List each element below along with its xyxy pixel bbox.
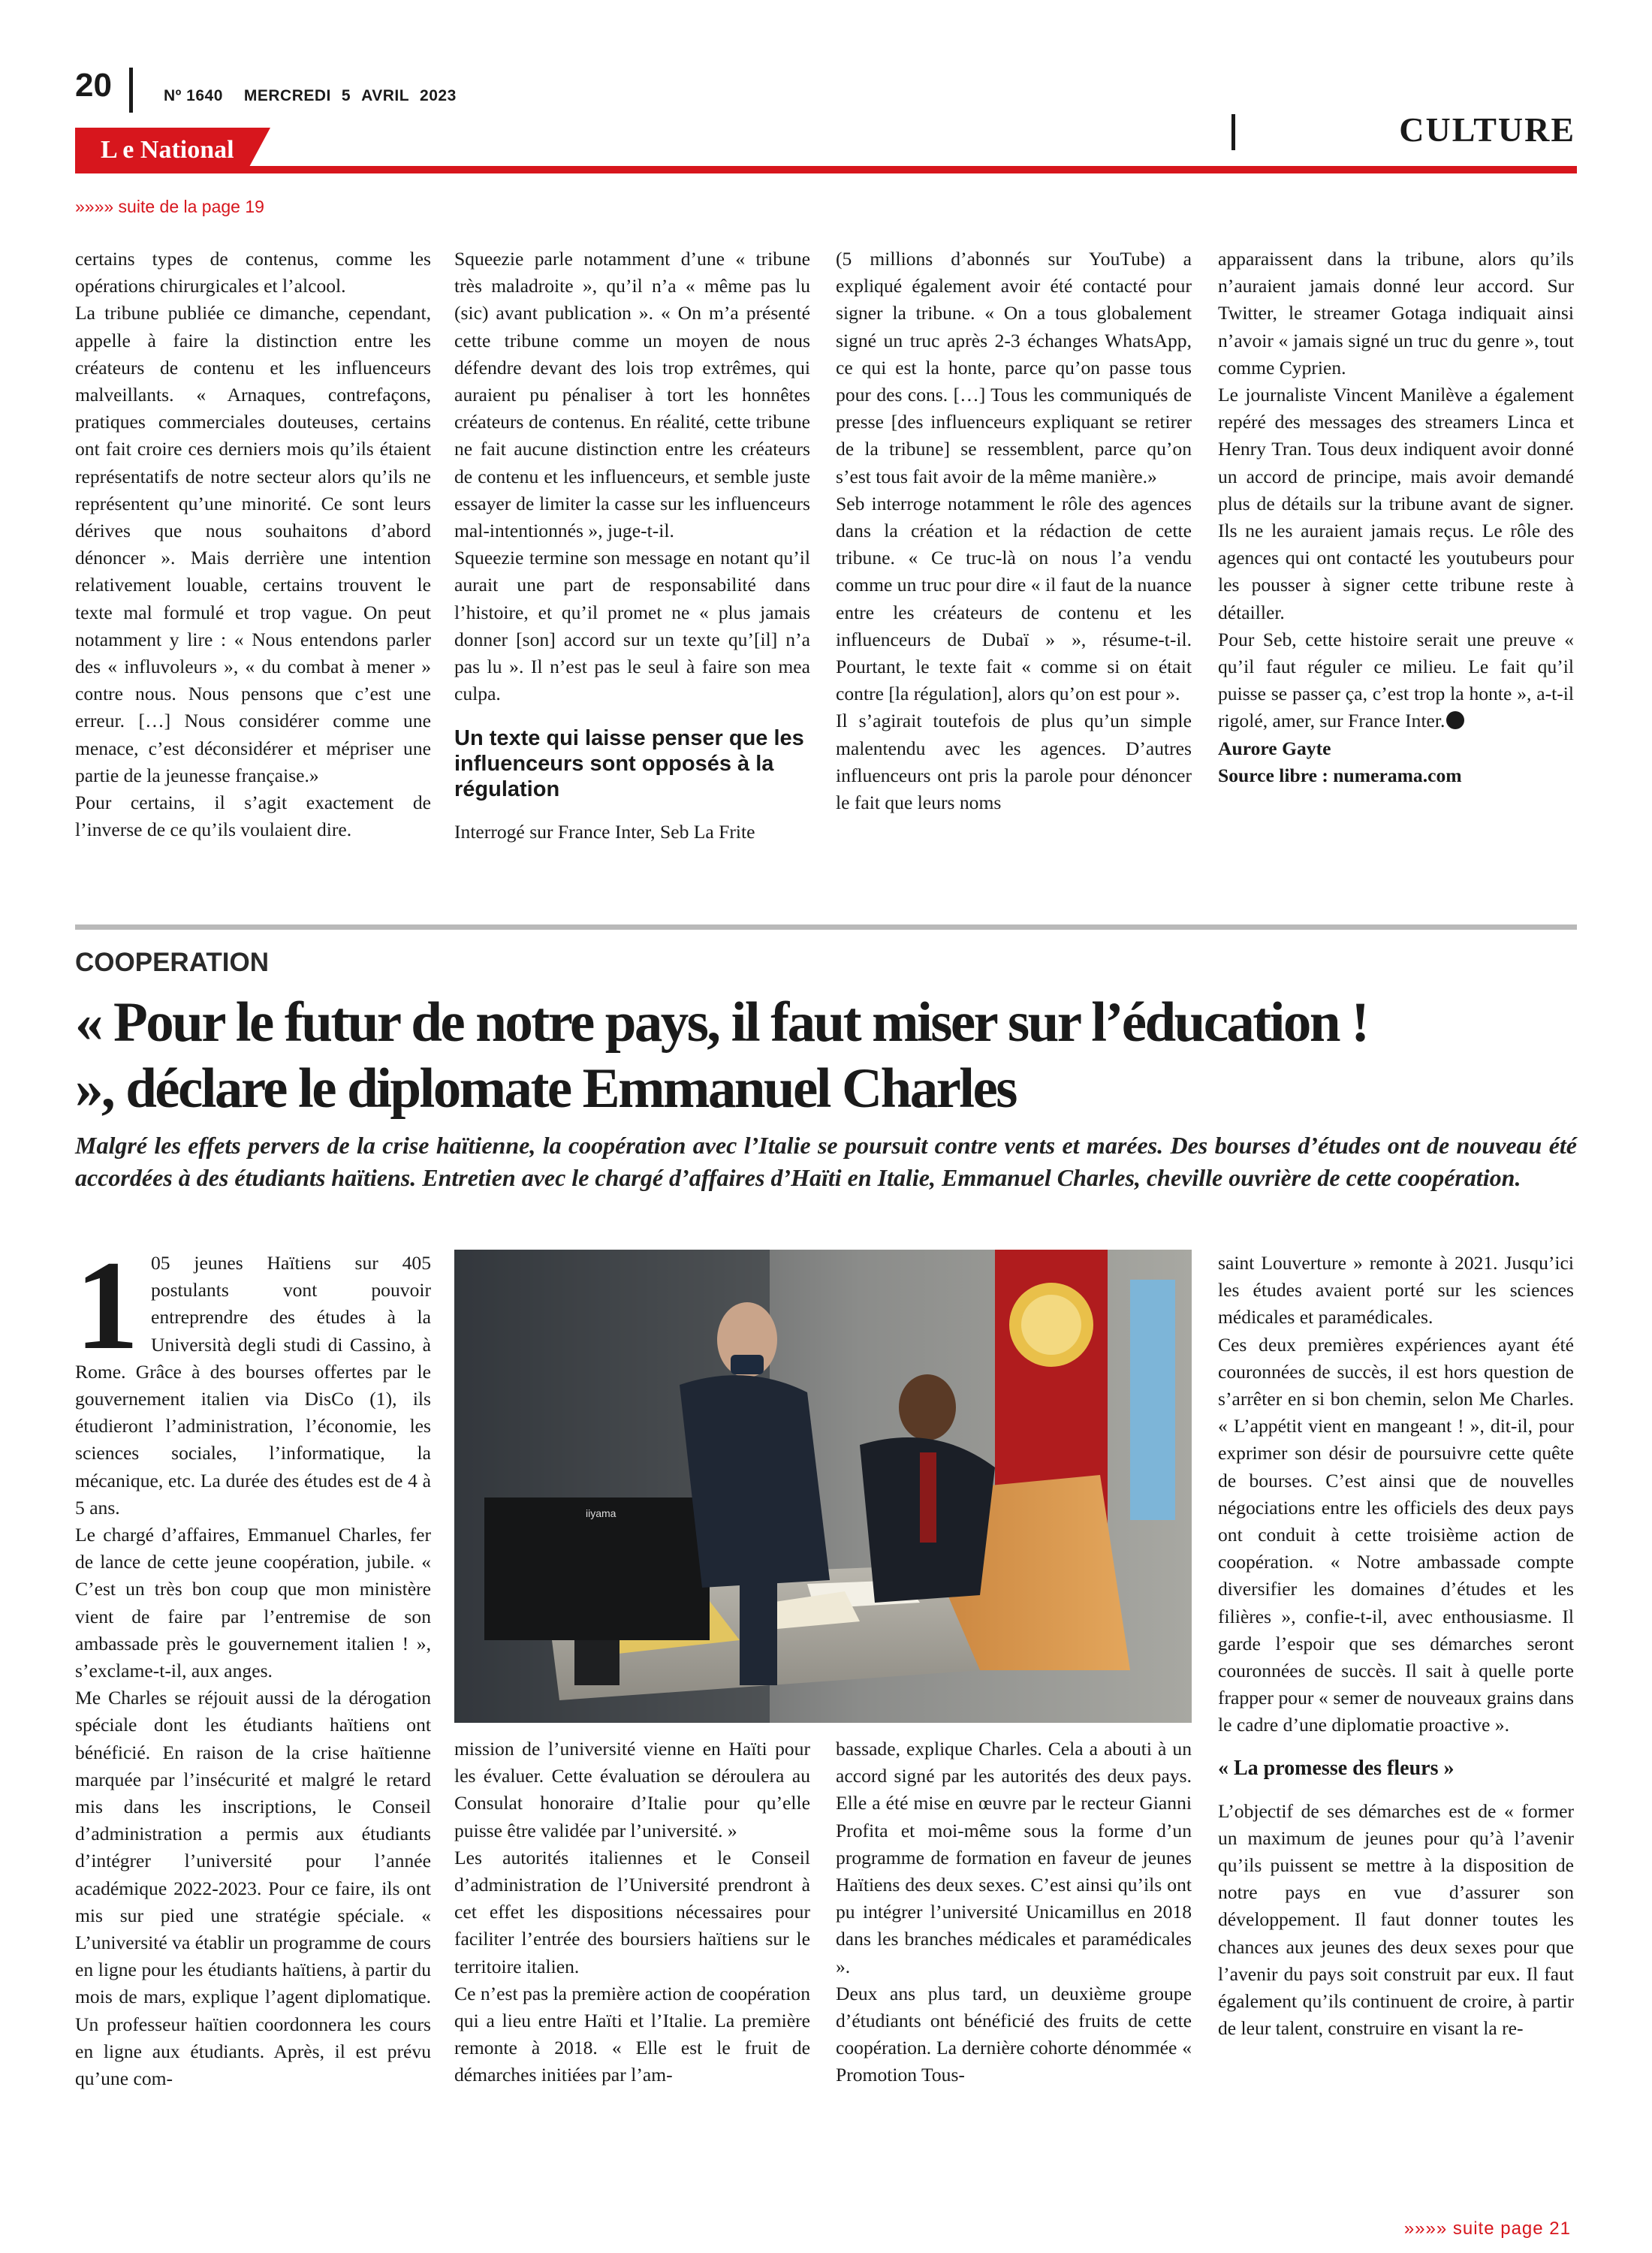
drop-cap: 1 bbox=[75, 1235, 139, 1376]
paragraph: Seb interroge notamment le rôle des agences dans la création et la rédaction de cette tribune. « Ce truc-là on nous l’a vendu comme un truc pour dire « il faut de la nuance entre les créateurs de contenu et les influenceurs de Dubaï » », résume-t-il. Pourtant, le texte fait « comme si on était contre [la régulation], alors qu’on est pour ». bbox=[836, 492, 1192, 705]
article2-column-3 bbox=[836, 1736, 1192, 2089]
article2-column-1 bbox=[75, 1235, 431, 2092]
paragraph-text: Pour Seb, cette histoire serait une preuve « qu’il faut réguler ce milieu. Le fait qu’il puisse se passer ça, c’est trop la honte », a-t-il rigolé, amer, sur France Inter. bbox=[1218, 628, 1574, 732]
article1-column-2 bbox=[454, 246, 810, 846]
paragraph: La tribune publiée ce dimanche, cependant, appelle à faire la distinction entre les créateurs de contenu et les influenceurs malveillants. « Arnaques, contrefaçons, pratiques commerciales douteuses, certains ont fait croire ces derniers mois qu’ils étaient représentatifs de notre secteur alors qu’ils ne représentent qu’une minorité. Ce sont leurs dérives que nous souhaitons d’abord dénoncer ». Mais derrière une intention relativement louable, certains trouvent le texte mal formulé et trop vague. On peut notamment y lire : « Nous entendons parler des « influvoleurs », « du combat à mener » contre nous. Nous pensons que c’est une erreur. […] Nous considérer comme une menace, c’est déconsidérer et mépriser une partie de la jeunesse française.» bbox=[75, 302, 431, 786]
issue-year: 2023 bbox=[420, 87, 457, 104]
article1-column-1 bbox=[75, 246, 431, 843]
article2-column-2 bbox=[454, 1736, 810, 2089]
paragraph: Pour certains, il s’agit exactement de l’inverse de ce qu’ils voulaient dire. bbox=[75, 792, 431, 841]
paragraph bbox=[75, 1235, 431, 1522]
issue-day: 5 bbox=[341, 87, 351, 104]
paragraph: saint Louverture » remonte à 2021. Jusqu’ici les études avaient porté sur les sciences médicales et paramédicales. bbox=[1218, 1252, 1574, 1329]
paragraph: Le chargé d’affaires, Emmanuel Charles, fer de lance de cette jeune coopération, jubile. « C’est un très bon coup que mon ministère vient de faire par l’entremise de son ambassade près le gouvernement italien ! », s’exclame-t-il, aux anges. bbox=[75, 1524, 431, 1682]
page-number-divider bbox=[129, 68, 133, 113]
paragraph bbox=[1218, 626, 1574, 735]
issue-month: AVRIL bbox=[361, 87, 410, 104]
paragraph: Interrogé sur France Inter, Seb La Frite bbox=[454, 821, 755, 843]
paragraph: Les autorités italiennes et le Conseil d’administration de l’Université prendront à cet effet les dispositions nécessaires pour faciliter l’entrée des boursiers haïtiens sur le territoire italien. bbox=[454, 1846, 810, 1977]
page-number: 20 bbox=[75, 67, 112, 104]
article1-column-3 bbox=[836, 246, 1192, 816]
issue-number: Nº 1640 bbox=[164, 87, 223, 104]
headline-line-2: », déclare le diplomate Emmanuel Charles bbox=[75, 1057, 1016, 1120]
issue-info bbox=[164, 87, 478, 105]
masthead-brand: L e National bbox=[101, 136, 234, 164]
monitor-brand: iiyama bbox=[586, 1507, 616, 1519]
section-title: CULTURE bbox=[1399, 110, 1575, 149]
article2-subhead: « La promesse des fleurs » bbox=[1218, 1756, 1455, 1780]
end-of-article-icon bbox=[1446, 711, 1464, 729]
paragraph: apparaissent dans la tribune, alors qu’ils n’auraient jamais donné leur accord. Sur Twitter, le streamer Gotaga indiquait ainsi n’avoir « jamais signé un truc du genre », tout comme Cyprien. bbox=[1218, 248, 1574, 379]
article2-headline bbox=[75, 990, 1584, 1122]
article1-source: Source libre : numerama.com bbox=[1218, 764, 1462, 786]
paragraph: L’objectif de ses démarches est de « former un maximum de jeunes pour qu’à l’avenir qu’ils puissent se mettre à la disposition de notre pays en vue d’assurer son développement. Il faut donner toutes les chances aux jeunes des deux sexes pour que l’avenir du pays soit construit par eux. Il faut également qu’ils continuent de croire, à partir de leur talent, construire en visant la re- bbox=[1218, 1799, 1574, 2040]
article-separator bbox=[75, 924, 1577, 930]
paragraph: Ces deux premières expériences ayant été couronnées de succès, il est hors question de s’arrêter en si bon chemin, selon Me Charles. « L’appétit vient en mangeant ! », dit-il, pour exprimer son désir de poursuivre cette quête de bourses. C’est ainsi que de nouvelles négociations entre les officiels des deux pays ont conduit à cette troisième action de coopération. « Notre ambassade compte diversifier les domaines d’études et les filières », confie-t-il, avec enthousiasme. Il garde l’espoir que ses démarches seront couronnées de succès. Il sait à quelle porte frapper pour « semer de nouveaux grains dans le cadre d’une diplomatie proactive ». bbox=[1218, 1333, 1574, 1736]
paragraph: bassade, explique Charles. Cela a abouti à un accord signé par les autorités des deux pays. Elle a été mise en œuvre par le recteur Gianni Profita et moi-même sous la forme d’un programme de formation en faveur de jeunes Haïtiens des deux sexes. C’est ainsi qu’ils ont pu intégrer l’université Unicamillus en 2018 dans les branches médicales et paramédicales ». bbox=[836, 1738, 1192, 1977]
paragraph: Deux ans plus tard, un deuxième groupe d’étudiants ont bénéficié des fruits de cette coopération. La dernière cohorte dénommée « Promotion Tous- bbox=[836, 1982, 1192, 2086]
article1-subhead: Un texte qui laisse penser que les influenceurs sont opposés à la régulation bbox=[454, 726, 804, 802]
headline-line-1: « Pour le futur de notre pays, il faut miser sur l’éducation ! bbox=[75, 991, 1368, 1054]
continued-on-link[interactable]: »»»» suite page 21 bbox=[1403, 2218, 1571, 2239]
paragraph: mission de l’université vienne en Haïti pour les évaluer. Cette évaluation se déroulera au Consulat honoraire d’Italie pour qu’elle puisse être validée par l’université. » bbox=[454, 1738, 810, 1841]
paragraph: Le journaliste Vincent Manilève a également repéré des messages des streamers Linca et Henry Tran. Tous deux indiquent avoir donné un accord de principe, mais avoir demandé plus de détails sur la tribune avant de signer. Ils ne les auraient jamais reçus. Le rôle des agences qui ont contacté les youtubeurs pour les pousser à signer cette tribune reste à détailler. bbox=[1218, 384, 1574, 623]
paragraph: Il s’agirait toutefois de plus qu’un simple malentendu avec les agences. D’autres influenceurs ont pris la parole pour dénoncer le fait que leurs noms bbox=[836, 710, 1192, 814]
paragraph: (5 millions d’abonnés sur YouTube) a expliqué également avoir été contacté pour signer la tribune. « On a tous globalement signé un truc après 2-3 échanges WhatsApp, ce qui est la honte, parce qu’on passe tous pour des cons. […] Tous les communiqués de presse [des influenceurs expliquant se retirer de la tribune] se ressemblent, parce qu’on s’est tous fait avoir de la même manière.» bbox=[836, 248, 1192, 487]
article2-standfirst: Malgré les effets pervers de la crise haïtienne, la coopération avec l’Italie se poursuit contre vents et marées. Des bourses d’études ont de nouveau été accordées à des étudiants haïtiens. Entretien avec le chargé d’affaires d’Haïti en Italie, Emmanuel Charles, cheville ouvrière de cette coopération. bbox=[75, 1132, 1577, 1191]
signing-ceremony-photo bbox=[454, 1250, 1192, 1723]
paragraph: Squeezie parle notamment d’une « tribune très maladroite », qu’il n’a « même pas lu (sic) avant publication ». « On m’a présenté cette tribune comme un moyen de nous défendre devant des lois trop extrêmes, qui auraient pu pénaliser à tort les honnêtes créateurs de contenus. En réalité, cette tribune ne fait aucune distinction entre les créateurs de contenu et les influenceurs, et semble juste essayer de limiter la casse sur les influenceurs mal-intentionnés », juge-t-il. bbox=[454, 248, 810, 542]
continued-from-link[interactable]: »»»» suite de la page 19 bbox=[75, 197, 264, 216]
paragraph: Me Charles se réjouit aussi de la dérogation spéciale dont les étudiants haïtiens ont bénéficié. En raison de la crise haïtienne marquée par l’insécurité et malgré le retard mis dans les inscriptions, le Conseil d’administration a permis aux étudiants d’intégrer l’université pour l’année académique 2022-2023. Pour ce faire, ils ont mis sur pied une stratégie spéciale. « L’université va établir un programme de cours en ligne pour les étudiants haïtiens, à partir du mois de mars, explique l’agent diplomatique. Un professeur haïtien coordonnera les cours en ligne aux étudiants. Après, il est prévu qu’une com- bbox=[75, 1687, 431, 2090]
paragraph: certains types de contenus, comme les opérations chirurgicales et l’alcool. bbox=[75, 248, 431, 297]
article1-author: Aurore Gayte bbox=[1218, 737, 1331, 759]
article1-column-4 bbox=[1218, 246, 1574, 789]
paragraph: Squeezie termine son message en notant qu’il aurait une part de responsabilité dans l’histoire, et qu’il promet ne « plus jamais donner [son] accord sur un texte qu’[il] n’a pas lu ». Il n’est pas le seul à faire son mea culpa. bbox=[454, 547, 810, 705]
paragraph: Ce n’est pas la première action de coopération qui a lieu entre Haïti et l’Italie. La première remonte à 2018. « Elle est le fruit de démarches initiées par l’am- bbox=[454, 1982, 810, 2086]
issue-weekday: MERCREDI bbox=[243, 87, 331, 104]
paragraph-text: 05 jeunes Haïtiens sur 405 postulants vont pouvoir entreprendre des études à la Università degli studi di Cassino, à Rome. Grâce à des bourses offertes par le gouvernement italien via DisCo (1), ils étudieront l’administration, l’économie, les sciences sociales, l’informatique, la mécanique, etc. La durée des études est de 4 à 5 ans. bbox=[75, 1252, 431, 1519]
header-red-rule bbox=[75, 166, 1577, 173]
section-divider bbox=[1231, 114, 1235, 150]
article2-kicker: COOPERATION bbox=[75, 948, 269, 977]
article2-column-4 bbox=[1218, 1250, 1574, 2042]
